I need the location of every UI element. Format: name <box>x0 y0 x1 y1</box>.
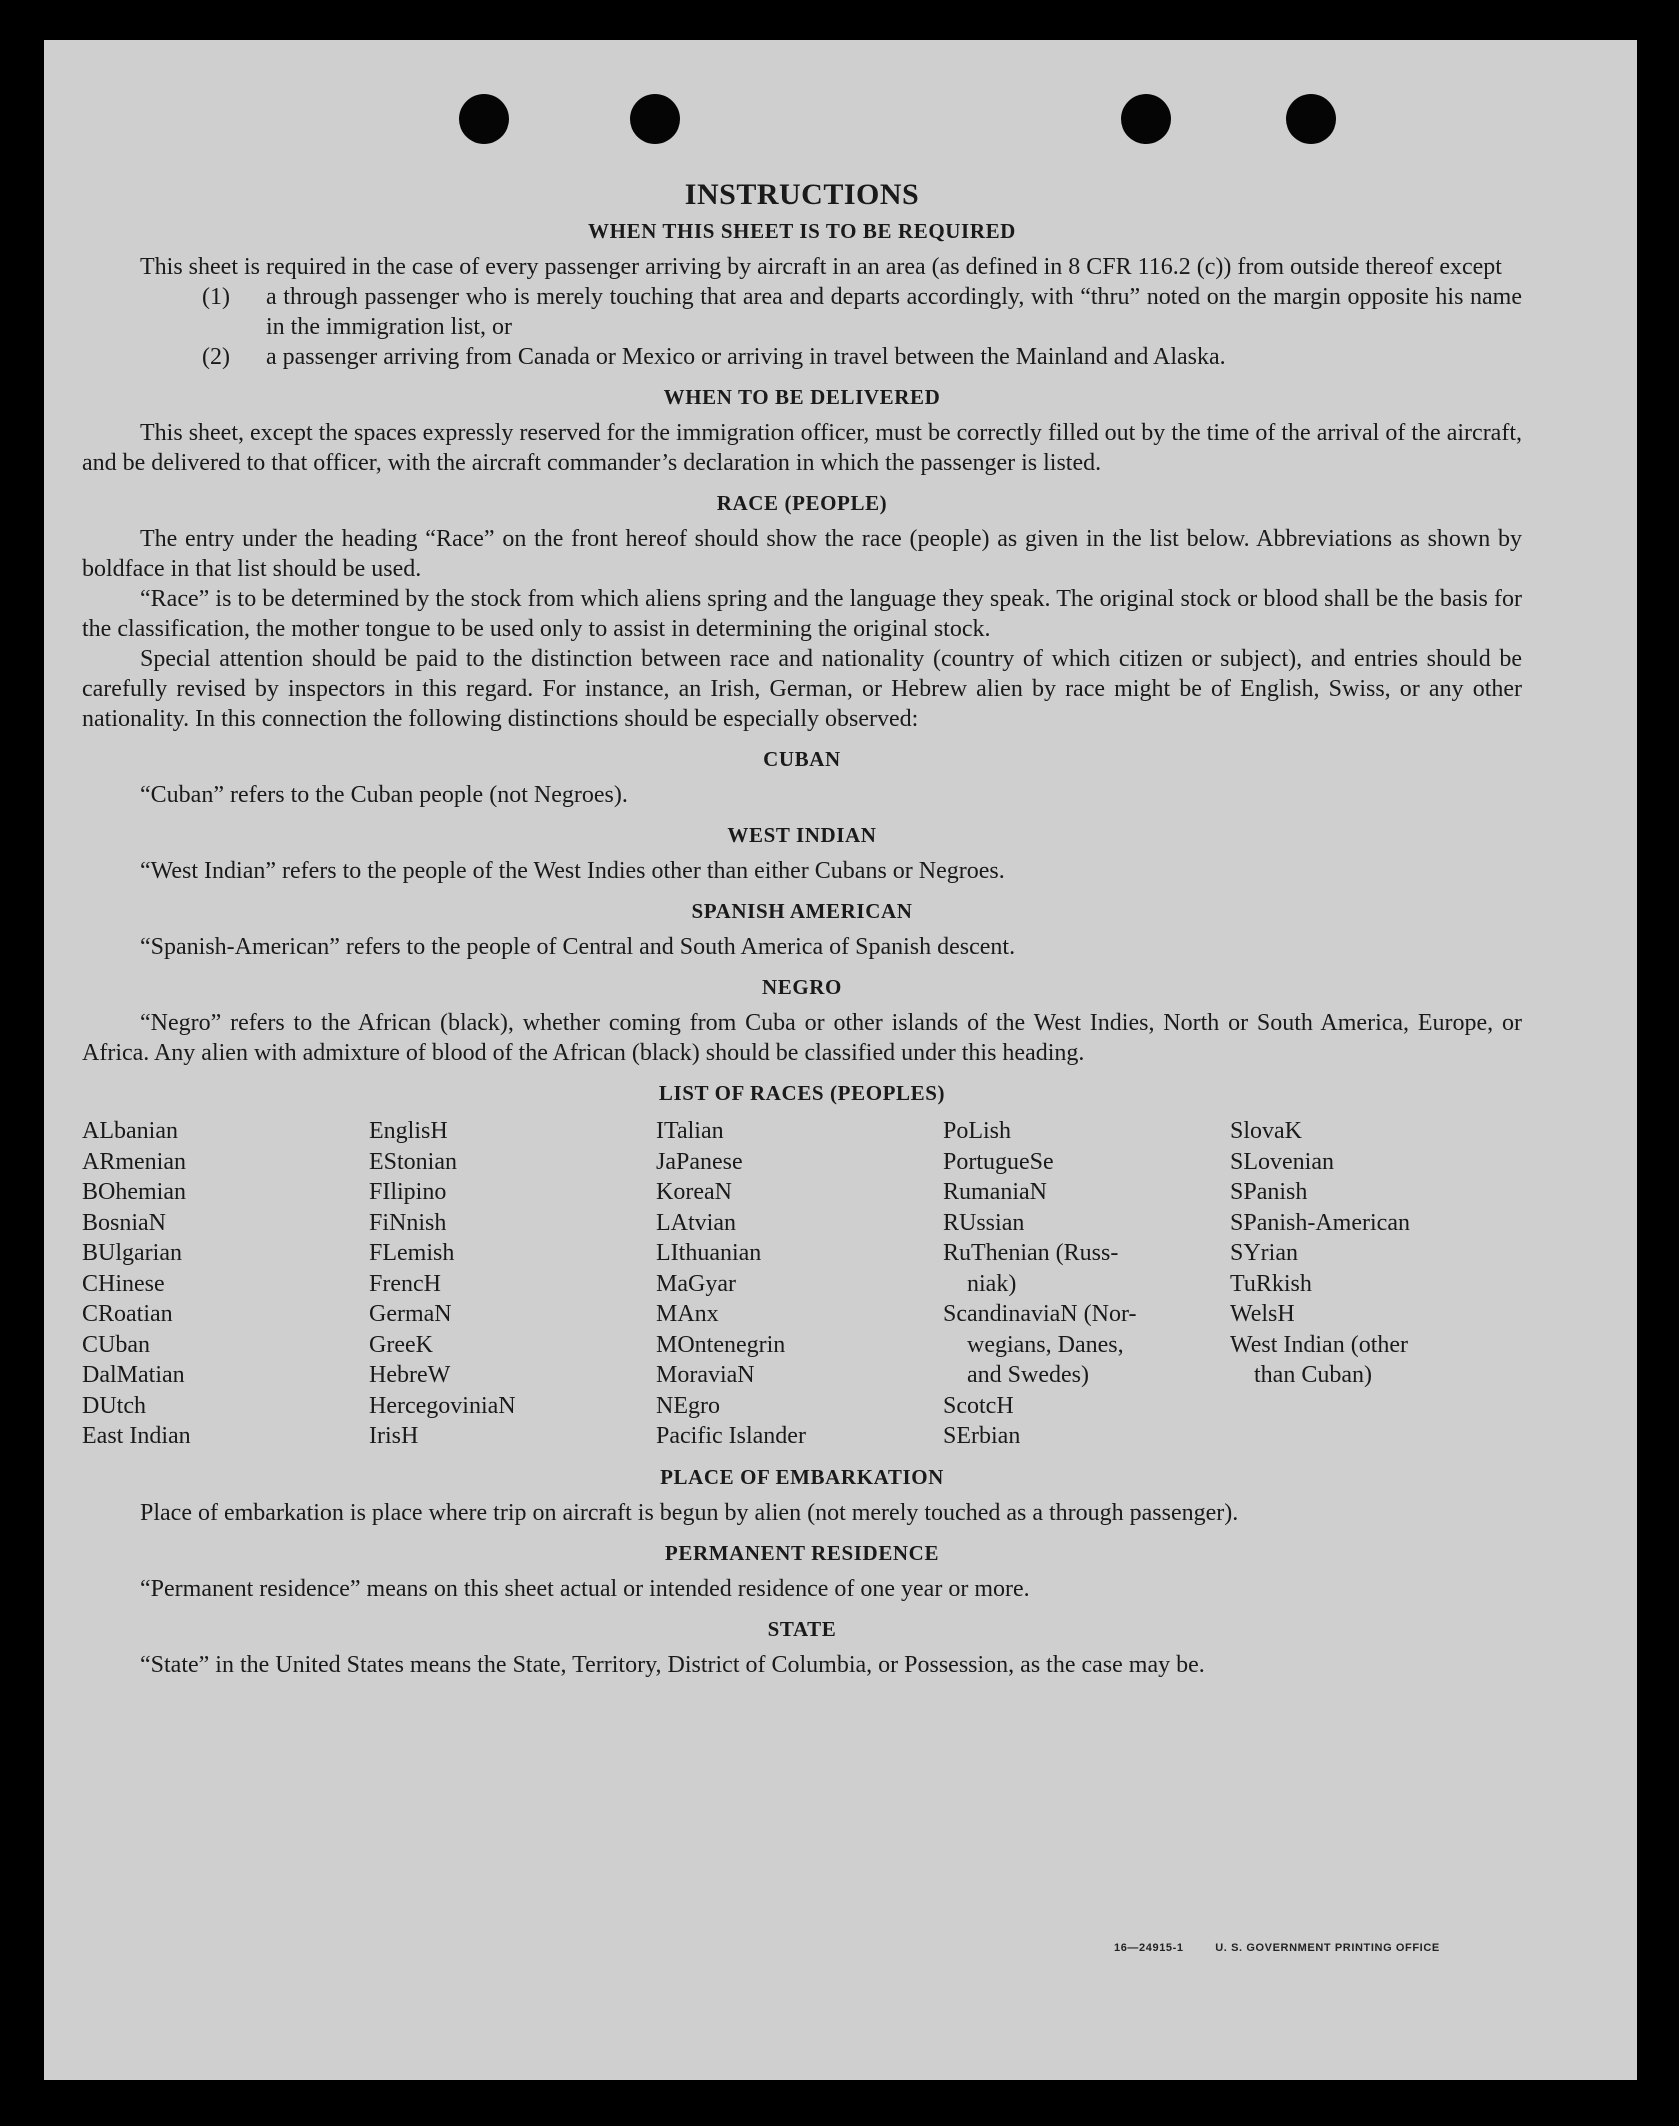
race-entry: BOhemian <box>82 1179 186 1205</box>
race-entry: HebreW <box>369 1362 451 1388</box>
race-paragraph-1: The entry under the heading “Race” on the front hereof should show the race (people) as given in the list below. Abbreviations as shown by boldface in that list should be used. <box>82 526 1522 582</box>
section-heading-list-of-races: LIST OF RACES (PEOPLES) <box>658 1081 946 1105</box>
instructions-body <box>82 180 1522 1680</box>
negro-text: “Negro” refers to the African (black), whether coming from Cuba or other islands of the West Indies, North or South America, Europe, or Africa. Any alien with admixture of blood of the African (black) should be classified under this heading. <box>82 1010 1522 1066</box>
section-heading-when-required: WHEN THIS SHEET IS TO BE REQUIRED <box>588 219 1016 243</box>
race-entry: EStonian <box>369 1148 457 1175</box>
form-code: 16—24915-1 <box>1114 1942 1184 1954</box>
race-entry: SErbian <box>943 1423 1021 1449</box>
race-entry: niak) <box>967 1270 1017 1297</box>
race-entry: KoreaN <box>656 1179 732 1205</box>
race-entry: ALbanian <box>82 1118 178 1144</box>
race-entry: CRoatian <box>82 1301 173 1327</box>
race-entry: MAnx <box>656 1301 719 1327</box>
section-heading-race: RACE (PEOPLE) <box>716 491 888 515</box>
race-entry: than Cuban) <box>1254 1362 1372 1388</box>
section-heading-west-indian: WEST INDIAN <box>727 823 877 847</box>
race-entry: and Swedes) <box>967 1362 1089 1388</box>
section-heading-spanish-american: SPANISH AMERICAN <box>691 899 913 923</box>
section-heading-embarkation: PLACE OF EMBARKATION <box>660 1464 944 1489</box>
exception-number: (1) <box>202 284 230 310</box>
printer-credit: U. S. GOVERNMENT PRINTING OFFICE <box>1215 1942 1440 1954</box>
race-column <box>369 1116 656 1452</box>
race-entry: GermaN <box>369 1301 452 1327</box>
when-required-intro: This sheet is required in the case of every passenger arriving by aircraft in an area (as defined in 8 CFR 116.2 (c)) from outside thereof except <box>140 254 1502 280</box>
west-indian-text: “West Indian” refers to the people of the West Indies other than either Cubans or Negroes. <box>140 858 1005 884</box>
race-entry: PoLish <box>943 1118 1012 1144</box>
section-heading-permanent-residence: PERMANENT RESIDENCE <box>664 1540 940 1565</box>
embarkation-text: Place of embarkation is place where trip on aircraft is begun by alien (not merely touched as a through passenger). <box>140 1499 1239 1526</box>
section-heading-when-delivered: WHEN TO BE DELIVERED <box>663 385 941 409</box>
race-paragraph-3: Special attention should be paid to the distinction between race and nationality (country of which citizen or subject), and entries should be carefully revised by inspectors in this regard. For instance, an Irish, German, or Hebrew alien by race might be of English, Swiss, or any other nationality. In this connection the following distinctions should be especially observed: <box>82 646 1522 732</box>
race-entry: SlovaK <box>1230 1118 1302 1144</box>
spanish-american-text: “Spanish-American” refers to the people of Central and South America of Spanish descent. <box>140 934 1016 960</box>
race-entry: MoraviaN <box>656 1362 755 1388</box>
race-entry: RUssian <box>943 1209 1025 1236</box>
race-entry: East Indian <box>82 1423 191 1449</box>
race-entry: RumaniaN <box>943 1179 1047 1205</box>
print-footer <box>1114 1942 1440 1954</box>
race-entry: IrisH <box>369 1423 419 1449</box>
race-entry: DUtch <box>82 1392 146 1419</box>
exception-text: a passenger arriving from Canada or Mexico or arriving in travel between the Mainland and Alaska. <box>266 344 1226 370</box>
race-entry: FLemish <box>369 1240 455 1266</box>
race-entry: LIthuanian <box>656 1240 762 1266</box>
punch-hole <box>1121 94 1171 144</box>
race-entry: NEgro <box>656 1392 720 1419</box>
race-entry: Pacific Islander <box>656 1423 806 1449</box>
race-entry: ScandinaviaN (Nor- <box>943 1301 1137 1327</box>
race-column <box>656 1116 943 1452</box>
race-entry: FrencH <box>369 1270 441 1297</box>
race-column <box>943 1116 1230 1452</box>
race-entry: FiNnish <box>369 1209 447 1236</box>
race-entry: ITalian <box>656 1118 724 1144</box>
race-entry: BosniaN <box>82 1209 166 1236</box>
page-title: INSTRUCTIONS <box>684 178 920 211</box>
race-column <box>82 1116 369 1452</box>
race-entry: BUlgarian <box>82 1240 182 1266</box>
race-entry: SPanish <box>1230 1179 1308 1205</box>
race-entry: MOntenegrin <box>656 1331 786 1358</box>
race-list <box>82 1116 1522 1452</box>
when-delivered-text: This sheet, except the spaces expressly reserved for the immigration officer, must be correctly filled out by the time of the arrival of the aircraft, and be delivered to that officer, with the aircraft commander’s declaration in which the passenger is listed. <box>82 420 1522 476</box>
race-entry: HercegoviniaN <box>369 1392 516 1419</box>
race-entry: CUban <box>82 1331 150 1358</box>
section-heading-cuban: CUBAN <box>763 747 841 771</box>
race-entry: JaPanese <box>656 1148 743 1175</box>
race-entry: WelsH <box>1230 1301 1295 1327</box>
race-entry: SPanish-American <box>1230 1209 1410 1236</box>
race-entry: FIlipino <box>369 1179 447 1205</box>
exception-item <box>202 342 1522 372</box>
exception-item <box>202 282 1522 342</box>
permanent-residence-text: “Permanent residence” means on this sheet actual or intended residence of one year or more. <box>140 1575 1030 1602</box>
race-entry: EnglisH <box>369 1118 448 1144</box>
section-heading-state: STATE <box>767 1616 837 1641</box>
race-entry: RuThenian (Russ- <box>943 1240 1119 1266</box>
race-entry: wegians, Danes, <box>967 1331 1124 1358</box>
exception-number: (2) <box>202 344 230 370</box>
document-sheet <box>44 40 1637 2080</box>
cuban-text: “Cuban” refers to the Cuban people (not Negroes). <box>140 782 628 808</box>
race-entry: ScotcH <box>943 1392 1014 1419</box>
race-entry: ARmenian <box>82 1148 186 1175</box>
race-entry: MaGyar <box>656 1270 736 1297</box>
race-entry: SLovenian <box>1230 1148 1334 1175</box>
race-entry: LAtvian <box>656 1209 736 1236</box>
race-column <box>1230 1116 1522 1452</box>
punch-hole <box>1286 94 1336 144</box>
race-entry: GreeK <box>369 1331 433 1358</box>
race-entry: TuRkish <box>1230 1270 1312 1297</box>
exception-text: a through passenger who is merely touching that area and departs accordingly, with “thru” noted on the margin opposite his name in the immigration list, or <box>266 284 1522 340</box>
section-heading-negro: NEGRO <box>761 975 842 999</box>
state-text: “State” in the United States means the State, Territory, District of Columbia, or Possession, as the case may be. <box>140 1651 1205 1678</box>
punch-hole <box>630 94 680 144</box>
race-entry: PortugueSe <box>943 1148 1054 1175</box>
race-entry: West Indian (other <box>1230 1331 1409 1358</box>
race-paragraph-2: “Race” is to be determined by the stock from which aliens spring and the language they speak. The original stock or blood shall be the basis for the classification, the mother tongue to be used only to assist in determining the original stock. <box>82 586 1522 642</box>
race-entry: SYrian <box>1230 1240 1298 1266</box>
punch-hole <box>459 94 509 144</box>
race-entry: DalMatian <box>82 1362 185 1388</box>
race-entry: CHinese <box>82 1270 165 1297</box>
